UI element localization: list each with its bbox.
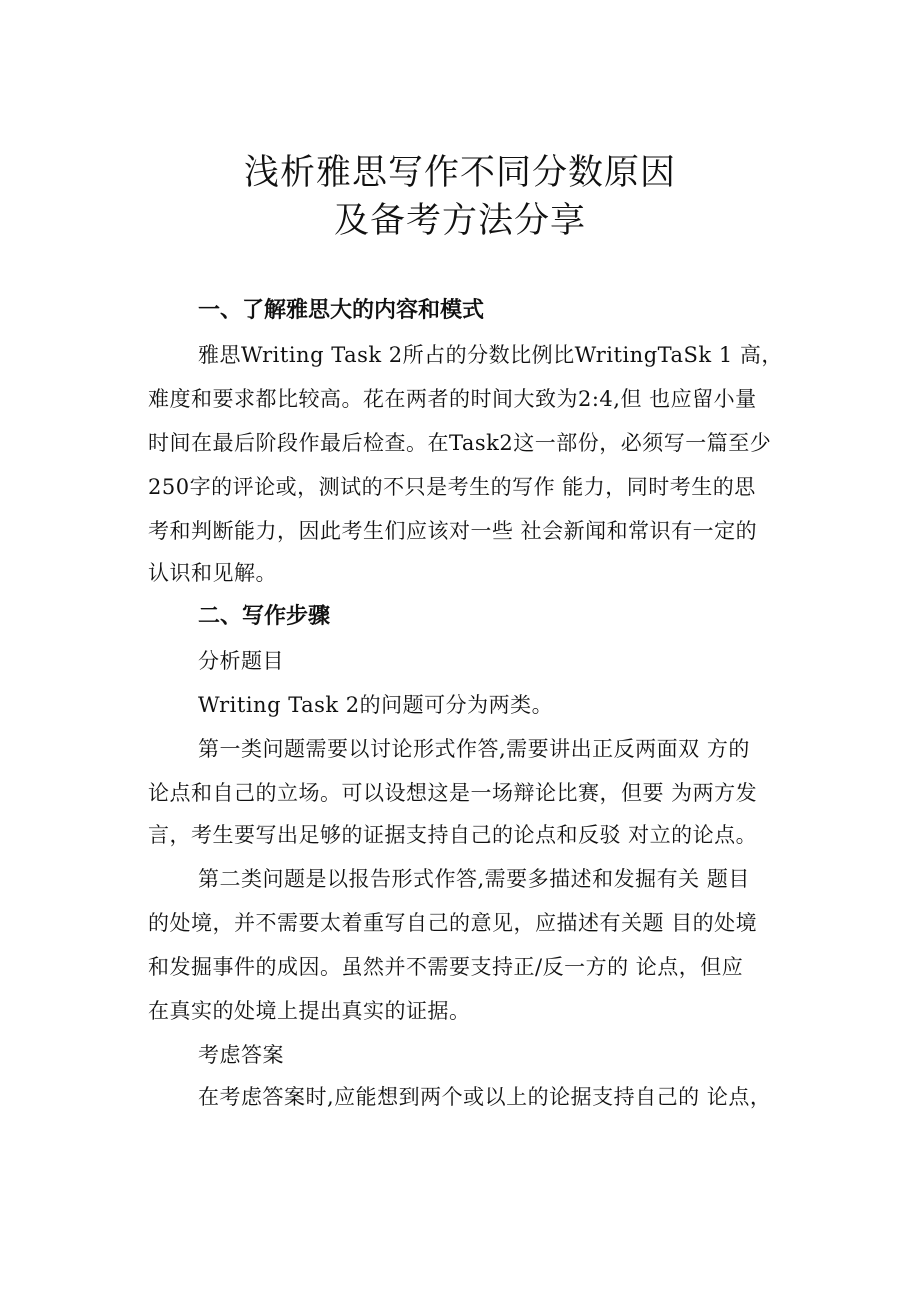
document-title-line-2: 及备考方法分享	[333, 201, 586, 241]
paragraph-line: 在真实的处境上提出真实的证据。	[148, 999, 471, 1023]
paragraph-line: 第二类问题是以报告形式作答,需要多描述和发掘有关 题目	[198, 867, 750, 891]
document-title-line-1: 浅析雅思写作不同分数原因	[243, 153, 676, 193]
subheading-analyze-question: 分析题目	[198, 649, 284, 673]
paragraph-line: 和发掘事件的成因。虽然并不需要支持正/反一方的 论点，但应	[148, 955, 744, 979]
section-heading-1: 一、了解雅思大的内容和模式	[198, 298, 485, 323]
paragraph-line: 认识和见解。	[148, 561, 277, 585]
section-heading-2: 二、写作步骤	[198, 604, 331, 629]
paragraph-line: 难度和要求都比较高。花在两者的时间大致为2:4,但 也应留小量	[148, 387, 757, 411]
subheading-consider-answer: 考虑答案	[198, 1043, 284, 1067]
paragraph-line: 时间在最后阶段作最后检查。在Task2这一部份，必须写一篇至少	[148, 431, 772, 455]
paragraph-line: 在考虑答案时,应能想到两个或以上的论据支持自己的 论点，	[198, 1085, 772, 1109]
paragraph-line: 第一类问题需要以讨论形式作答,需要讲出正反两面双 方的	[198, 737, 750, 761]
paragraph-line: 的处境，并不需要太着重写自己的意见，应描述有关题 目的处境	[148, 911, 758, 935]
paragraph-line: 论点和自己的立场。可以设想这是一场辩论比赛，但要 为两方发	[148, 781, 758, 805]
intro-line: Writing Task 2的问题可分为两类。	[198, 693, 554, 717]
paragraph-line: 言，考生要写出足够的证据支持自己的论点和反驳 对立的论点。	[148, 823, 758, 847]
paragraph-line: 雅思Writing Task 2所占的分数比例比WritingTaSk 1 高，	[198, 343, 783, 367]
paragraph-line: 250字的评论或，测试的不只是考生的写作 能力，同时考生的思	[148, 475, 756, 499]
paragraph-line: 考和判断能力，因此考生们应该对一些 社会新闻和常识有一定的	[148, 519, 758, 543]
